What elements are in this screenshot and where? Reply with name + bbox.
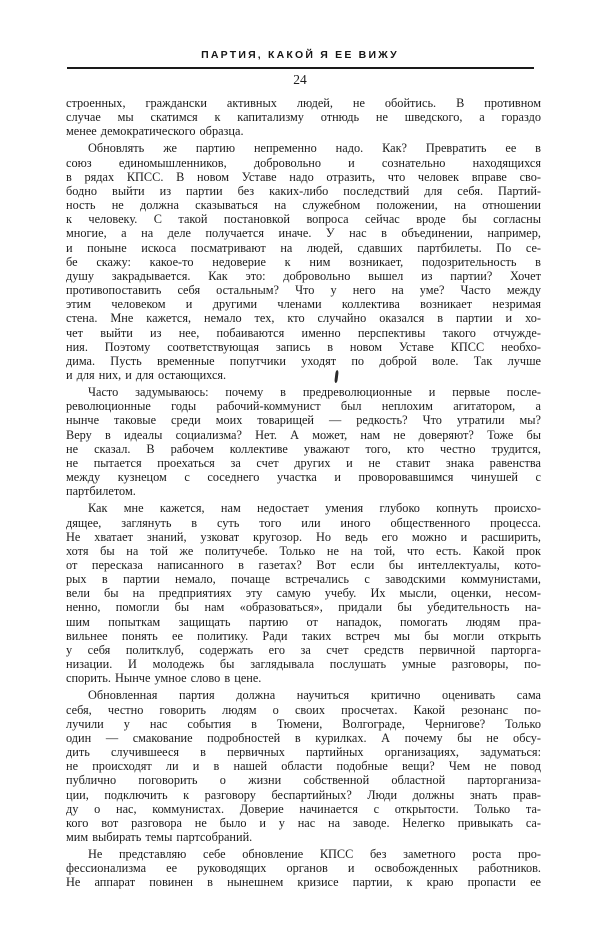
text-line: и для них, и для остающихся. (66, 367, 227, 382)
text-line: не сказал. В рабочем коллективе уважают того, кто честно трудится, (66, 441, 541, 456)
text-line: мим выбирать темы партсобраний. (66, 829, 253, 844)
paragraph (66, 96, 541, 138)
text-line: у себя политклуб, содержать его за счет средств первичной парторга- (66, 642, 541, 657)
running-title: ПАРТИЯ, КАКОЙ Я ЕЕ ВИЖУ (201, 49, 399, 61)
text-line: стена. Мне кажется, немало тех, кто случайно оказался в партии и хо- (66, 311, 541, 326)
text-line: Обновлять же партию непременно надо. Как? Превратить ее в (88, 141, 541, 156)
text-line: дящее, заглянуть в суть того или иного общественного процесса. (66, 515, 541, 530)
text-line: Обновленная партия должна научиться критично оценивать сама (88, 688, 541, 703)
paragraph (66, 847, 541, 889)
text-line: Часто задумываюсь: почему в предреволюционные и первые после- (88, 385, 541, 400)
text-line: ду о нас, коммунистах. Доверие начинается с открытости. Только та- (66, 801, 541, 816)
page-body-text (66, 96, 541, 890)
text-line: спорить. Нынче умное слово в цене. (66, 671, 262, 686)
text-line: союз единомышленников, добровольно и сознательно находящихся (66, 155, 541, 170)
text-line: себя, честно говорить людям о своих просчетах. Какой резонанс по- (66, 702, 541, 717)
text-line: в рядах КПСС. В новом Уставе надо отразить, что человек вправе сво- (66, 169, 541, 184)
text-line: душу закрадывается. Как это: добровольно вышел из партии? Хочет (66, 268, 541, 283)
text-line: публично поговорить о жизни собственной областной парторганиза- (66, 773, 541, 788)
text-line: между кузнецом с соседнего участка и проворовавшимся чинушей с (66, 470, 541, 485)
text-line: бе скажу: какое-то недоверие к ним возникает, подозрительность в (66, 254, 541, 269)
page-number: 24 (293, 72, 307, 87)
text-line: лучили у нас события в Тюмени, Волгограде, Чернигове? Только (66, 716, 541, 731)
text-line: революционные годы рабочий-коммунист был неплохим агитатором, а (66, 399, 541, 414)
text-line: многие, а на деле получается иначе. У нас в объединении, например, (66, 226, 541, 241)
text-line: хотя бы на той же политучебе. Только не на той, что есть. Какой прок (66, 543, 541, 558)
header-rule (67, 67, 534, 69)
text-line: рых в партии немало, почаще встречались с заводскими коммунистами, (66, 572, 541, 587)
text-line: фессионализма ее руководящих органов и освобожденных работников. (66, 861, 541, 876)
paragraph (66, 688, 541, 844)
text-line: от пересказа написанного в газетах? Вот если бы интеллектуалы, кото- (66, 558, 541, 572)
text-line: случае мы скатимся к капитализму отнюдь не шведского, а гораздо (66, 110, 541, 125)
text-line: Веру в идеалы социализма? Нет. А может, нам не доверяют? Тоже бы (66, 427, 541, 442)
text-line: шим попыткам защищать партию от нападок, помогать людям пра- (66, 614, 541, 629)
text-line: вели бы на предприятиях эту самую учебу. Их мысли, оценки, несом- (66, 586, 541, 601)
text-line: бодно выйти из партии без каких-либо последствий для себя. Партий- (66, 183, 541, 198)
text-line: Не аппарат повинен в нынешнем кризисе партии, к краю пропасти ее (66, 875, 541, 890)
text-line: Не хватает знаний, узковат кругозор. Но ведь его можно и расширить, (66, 529, 541, 544)
text-line: ность не должна сказываться на служебном положении, на отношении (66, 198, 541, 213)
text-line: низации. И молодежь бы заглядывала послушать умные разговоры, по- (66, 657, 541, 672)
text-line: Как мне кажется, нам недостает умения глубоко копнуть происхо- (88, 501, 541, 516)
text-line: один — смакование подробностей в курилках. А почему бы не обсу- (66, 730, 541, 745)
text-line: ния. Поэтому соответствующая запись в новом Уставе КПСС необхо- (66, 339, 541, 354)
text-line: не происходят ли и в нашей области подобные вещи? Чем не повод (66, 759, 541, 774)
text-line: нынче таковые среди моих товарищей — редкость? Что утратили мы? (66, 413, 541, 428)
text-line: и поныне искоса посматривают на людей, сдавших партбилеты. По се- (66, 240, 541, 255)
text-line: чет выйти из нее, побаиваются именно перспективы такого отчужде- (66, 325, 541, 340)
text-line: вильнее понять ее политику. Ради таких встреч мы бы могли открыть (66, 628, 541, 643)
text-line: ции, подключить к разговору беспартийных? Люди должны знать прав- (66, 787, 541, 802)
paragraph (66, 385, 541, 498)
text-line: кого вот разговора не было и у нас на заводе. Нелегко привыкать са- (66, 815, 541, 830)
text-line: этим человеком и другими членами коллектива возникает незримая (66, 297, 541, 312)
paragraph (66, 501, 541, 685)
text-line: дить случившееся в первичных партийных организациях, задуматься: (66, 745, 541, 760)
text-line: партбилетом. (66, 484, 136, 499)
text-line: не пытается проехаться за счет других и не ставит знака равенства (66, 455, 541, 470)
text-line: Не представляю себе обновление КПСС без заметного роста про- (88, 847, 541, 862)
text-line: дима. Пусть временные попутчики уходят по доброй воле. Так лучше (66, 353, 541, 368)
text-line: к человеку. С такой постановкой вопроса сейчас вроде бы согласны (66, 212, 541, 227)
text-line: противопоставить себя остальным? Что у него на уме? Часто между (66, 283, 541, 298)
text-line: строенных, граждански активных людей, не обойтись. В противном (66, 96, 541, 110)
paragraph (66, 141, 541, 382)
text-line: менее демократического образца. (66, 124, 244, 139)
text-line: ненно, помогли бы нам «образоваться», придали бы убедительность на- (66, 600, 541, 615)
